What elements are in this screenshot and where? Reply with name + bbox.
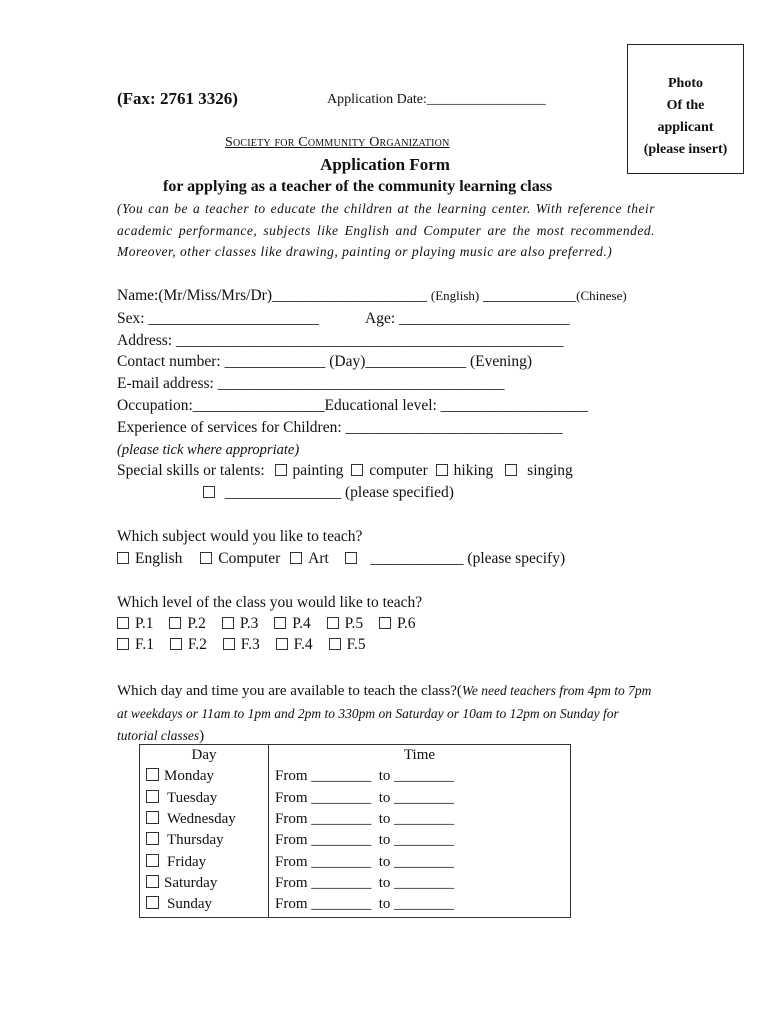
checkbox-saturday[interactable] bbox=[146, 875, 159, 888]
subject-english-label: English bbox=[135, 550, 183, 567]
checkbox-p4[interactable] bbox=[274, 617, 286, 629]
day-tuesday-label: Tuesday bbox=[167, 789, 218, 806]
availability-note: We need teachers from 4pm to 7pm at weekdays or 11am to 1pm and 2pm to 330pm on Saturday or 10am to 12pm on Sunday for tutorial classes bbox=[117, 683, 652, 743]
checkbox-skill-other[interactable] bbox=[203, 486, 215, 498]
form-purpose: for applying as a teacher of the community learning class bbox=[163, 178, 553, 195]
level-p5-label: P.5 bbox=[344, 615, 364, 632]
level-p6-label: P.6 bbox=[397, 615, 416, 632]
from-time-field[interactable]: From ________ bbox=[275, 896, 372, 913]
level-p3-label: P.3 bbox=[239, 615, 259, 632]
subject-question: Which subject would you like to teach? bbox=[117, 528, 363, 545]
checkbox-f5[interactable] bbox=[329, 638, 341, 650]
availability-close: ) bbox=[199, 728, 205, 744]
checkbox-f2[interactable] bbox=[170, 638, 182, 650]
to-time-field[interactable]: to ________ bbox=[378, 768, 455, 785]
table-row bbox=[140, 788, 571, 809]
from-time-field[interactable]: From ________ bbox=[275, 853, 372, 870]
to-time-field[interactable]: to ________ bbox=[378, 874, 455, 891]
from-time-field[interactable]: From ________ bbox=[275, 811, 372, 828]
intro-paragraph: (You can be a teacher to educate the children at the learning center. With reference their academic performance, subjects like English and Computer are the most recommended. Moreover, other classes like drawing, painting or playing music are also preferred.) bbox=[117, 201, 655, 259]
checkbox-p1[interactable] bbox=[117, 617, 129, 629]
column-time-header: Time bbox=[269, 745, 571, 767]
occupation-education-field[interactable]: Occupation:_________________Educational level: ___________________ bbox=[117, 397, 588, 414]
to-time-field[interactable]: to ________ bbox=[378, 853, 455, 870]
checkbox-sunday[interactable] bbox=[146, 896, 159, 909]
table-row bbox=[140, 809, 571, 830]
table-row bbox=[140, 830, 571, 851]
form-title: Application Form bbox=[320, 155, 450, 174]
checkbox-f3[interactable] bbox=[223, 638, 235, 650]
photo-label-2: Of the bbox=[666, 98, 705, 113]
checkbox-singing[interactable] bbox=[505, 464, 517, 476]
from-time-field[interactable]: From ________ bbox=[275, 789, 372, 806]
level-question: Which level of the class you would like to teach? bbox=[117, 594, 423, 611]
table-row bbox=[140, 766, 571, 787]
experience-field[interactable]: Experience of services for Children: ____________________________ bbox=[117, 419, 563, 436]
checkbox-f4[interactable] bbox=[276, 638, 288, 650]
level-p1-label: P.1 bbox=[135, 615, 154, 632]
table-header-row bbox=[140, 745, 571, 767]
to-time-field[interactable]: to ________ bbox=[378, 811, 455, 828]
from-time-field[interactable]: From ________ bbox=[275, 832, 372, 849]
checkbox-f1[interactable] bbox=[117, 638, 129, 650]
checkbox-computer[interactable] bbox=[351, 464, 363, 476]
checkbox-p3[interactable] bbox=[222, 617, 234, 629]
checkbox-monday[interactable] bbox=[146, 768, 159, 781]
photo-label-3: applicant bbox=[657, 120, 714, 135]
subject-other-field[interactable]: ____________ (please specify) bbox=[370, 550, 566, 567]
level-primary-row bbox=[117, 615, 416, 633]
day-sunday-label: Sunday bbox=[167, 896, 212, 913]
skill-other-field[interactable]: _______________ (please specified) bbox=[224, 484, 454, 501]
table-row bbox=[140, 894, 571, 918]
checkbox-friday[interactable] bbox=[146, 854, 159, 867]
day-wednesday-label: Wednesday bbox=[167, 811, 236, 828]
day-thursday-label: Thursday bbox=[167, 832, 224, 849]
checkbox-computer-subject[interactable] bbox=[200, 552, 212, 564]
age-field[interactable]: Age: ______________________ bbox=[365, 310, 570, 327]
checkbox-subject-other[interactable] bbox=[345, 552, 357, 564]
level-p2-label: P.2 bbox=[187, 615, 206, 632]
address-field[interactable]: Address: __________________________________________________ bbox=[117, 332, 564, 349]
availability-question-text: Which day and time you are available to teach the class?( bbox=[117, 683, 462, 699]
level-secondary-row bbox=[117, 636, 366, 654]
name-chinese-label: (Chinese) bbox=[576, 288, 627, 303]
skill-painting-label: painting bbox=[292, 462, 344, 479]
level-f4-label: F.4 bbox=[293, 636, 313, 653]
name-chinese-field[interactable]: ____________ bbox=[483, 287, 577, 304]
sex-field[interactable]: Sex: ______________________ bbox=[117, 310, 319, 327]
day-friday-label: Friday bbox=[167, 853, 207, 870]
checkbox-english[interactable] bbox=[117, 552, 129, 564]
skills-label: Special skills or talents: bbox=[117, 462, 265, 479]
checkbox-p2[interactable] bbox=[169, 617, 181, 629]
photo-label-1: Photo bbox=[668, 76, 703, 91]
checkbox-hiking[interactable] bbox=[436, 464, 448, 476]
skills-other-row bbox=[203, 484, 454, 502]
subject-row bbox=[117, 550, 565, 568]
skill-hiking-label: hiking bbox=[453, 462, 494, 479]
contact-number-field[interactable]: Contact number: _____________ (Day)_____________ (Evening) bbox=[117, 353, 532, 370]
subject-art-label: Art bbox=[308, 550, 329, 567]
table-row bbox=[140, 851, 571, 872]
availability-question bbox=[117, 680, 657, 748]
fax-number: (Fax: 2761 3326) bbox=[117, 89, 238, 108]
name-english-label: (English) bbox=[430, 288, 480, 303]
column-day-header: Day bbox=[140, 745, 269, 767]
to-time-field[interactable]: to ________ bbox=[378, 832, 455, 849]
availability-table bbox=[139, 744, 571, 918]
from-time-field[interactable]: From ________ bbox=[275, 768, 372, 785]
subject-computer-label: Computer bbox=[218, 550, 281, 567]
checkbox-art[interactable] bbox=[290, 552, 302, 564]
checkbox-p5[interactable] bbox=[327, 617, 339, 629]
day-monday-label: Monday bbox=[164, 768, 214, 785]
checkbox-thursday[interactable] bbox=[146, 832, 159, 845]
to-time-field[interactable]: to ________ bbox=[378, 896, 455, 913]
checkbox-p6[interactable] bbox=[379, 617, 391, 629]
email-field[interactable]: E-mail address: _____________________________________ bbox=[117, 375, 505, 392]
level-f5-label: F.5 bbox=[346, 636, 366, 653]
level-f2-label: F.2 bbox=[187, 636, 207, 653]
level-f3-label: F.3 bbox=[240, 636, 260, 653]
checkbox-painting[interactable] bbox=[275, 464, 287, 476]
name-row bbox=[117, 287, 627, 305]
checkbox-tuesday[interactable] bbox=[146, 790, 159, 803]
level-p4-label: P.4 bbox=[292, 615, 311, 632]
skill-computer-label: computer bbox=[369, 462, 428, 479]
skills-row bbox=[117, 462, 573, 480]
level-f1-label: F.1 bbox=[135, 636, 155, 653]
photo-label-4: (please insert) bbox=[643, 142, 728, 157]
day-saturday-label: Saturday bbox=[164, 874, 218, 891]
organization-name: Society for Community Organization bbox=[225, 135, 450, 150]
application-date-field[interactable]: Application Date:_________________ bbox=[327, 92, 546, 107]
skill-singing-label: singing bbox=[527, 462, 573, 479]
checkbox-wednesday[interactable] bbox=[146, 811, 159, 824]
from-time-field[interactable]: From ________ bbox=[275, 874, 372, 891]
name-field[interactable]: Name:(Mr/Miss/Mrs/Dr)____________________ bbox=[117, 287, 427, 304]
table-row bbox=[140, 873, 571, 894]
skills-hint: (please tick where appropriate) bbox=[117, 442, 300, 458]
to-time-field[interactable]: to ________ bbox=[378, 789, 455, 806]
